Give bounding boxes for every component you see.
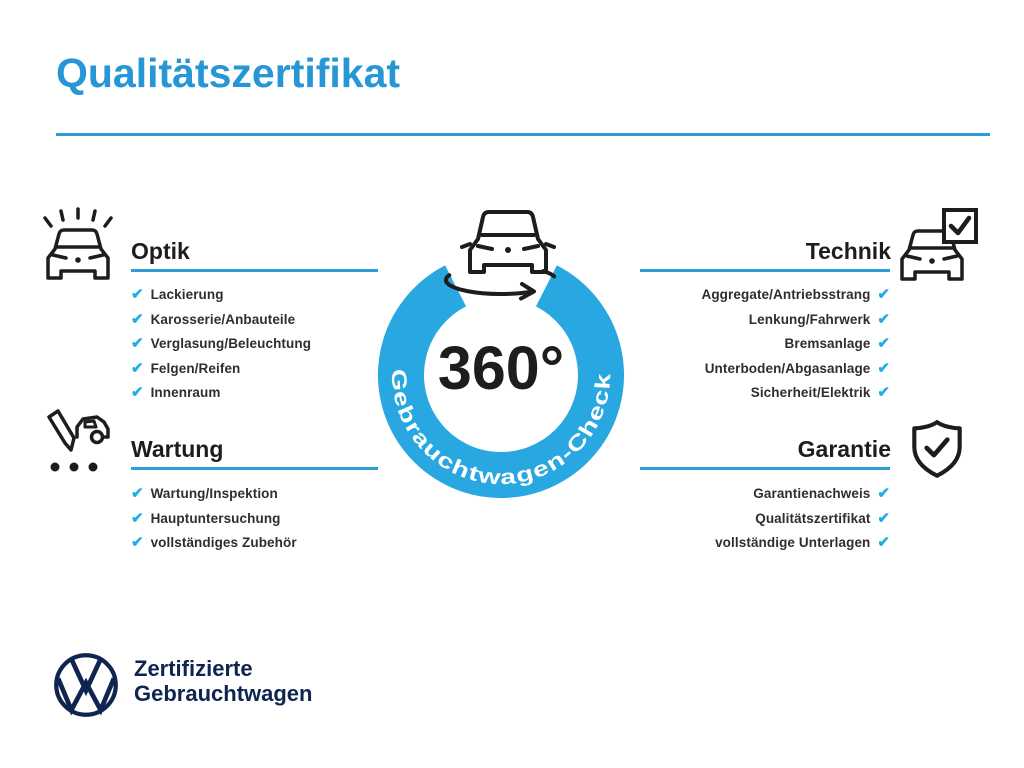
check-icon: ✔ <box>131 509 144 527</box>
checklist-item-label: Hauptuntersuchung <box>150 510 281 526</box>
checklist-item-label: Bremsanlage <box>784 336 871 351</box>
checklist-item-label: vollständiges Zubehör <box>150 535 297 550</box>
checklist-item-label: Felgen/Reifen <box>150 360 241 376</box>
list-item <box>715 533 890 558</box>
car-checkbox-icon <box>898 204 982 292</box>
check-icon: ✔ <box>877 534 890 551</box>
check-icon: ✔ <box>131 534 144 551</box>
checklist-item-label: Innenraum <box>150 385 221 400</box>
footer-line-2: Gebrauchtwagen <box>134 681 313 706</box>
section-title-garantie: Garantie <box>797 436 891 462</box>
list-item <box>705 359 890 384</box>
check-icon: ✔ <box>131 485 144 502</box>
checklist-item-label: Verglasung/Beleuchtung <box>150 336 312 351</box>
footer-line-1: Zertifizierte <box>134 656 253 681</box>
list-item <box>131 334 311 359</box>
checklist-item-label: Lackierung <box>150 287 224 302</box>
list-item <box>131 509 297 534</box>
shield-check-icon <box>908 417 966 483</box>
check-icon: ✔ <box>877 310 890 328</box>
check-icon: ✔ <box>877 485 890 502</box>
degrees-label: 360° <box>437 334 565 402</box>
checklist-optik <box>131 285 311 408</box>
title-divider <box>56 133 990 136</box>
car-rotation-icon <box>446 212 554 299</box>
list-item <box>131 533 297 558</box>
list-item <box>701 285 890 310</box>
list-item <box>131 359 311 384</box>
check-icon: ✔ <box>131 384 144 401</box>
checklist-item-label: Garantienachweis <box>753 486 871 501</box>
checklist-item-label: vollständige Unterlagen <box>715 535 871 550</box>
footer-brand-text <box>134 656 312 706</box>
check-icon: ✔ <box>877 335 890 352</box>
360-badge <box>366 195 636 507</box>
section-divider-wartung <box>131 467 378 470</box>
list-item <box>753 484 890 509</box>
check-icon: ✔ <box>131 335 144 352</box>
list-item <box>131 285 311 310</box>
section-divider-optik <box>131 269 378 272</box>
checklist-item-label: Qualitätszertifikat <box>755 510 871 526</box>
list-item <box>131 484 297 509</box>
checklist-item-label: Karosserie/Anbauteile <box>150 311 296 327</box>
ring-label-text: Gebrauchtwagen-Check <box>386 368 616 490</box>
list-item <box>749 310 890 335</box>
checklist-item-label: Lenkung/Fahrwerk <box>748 311 871 327</box>
list-item <box>755 509 890 534</box>
check-icon: ✔ <box>877 384 890 401</box>
section-title-optik: Optik <box>131 238 190 264</box>
pencil-car-icon <box>40 403 116 479</box>
checklist-item-label: Wartung/Inspektion <box>150 486 278 501</box>
check-icon: ✔ <box>877 359 890 377</box>
checklist-technik <box>701 285 890 408</box>
check-icon: ✔ <box>131 310 144 328</box>
list-item <box>785 334 890 359</box>
check-icon: ✔ <box>131 359 144 377</box>
checklist-garantie <box>715 484 890 558</box>
check-icon: ✔ <box>877 509 890 527</box>
section-title-technik: Technik <box>805 238 891 264</box>
checklist-item-label: Sicherheit/Elektrik <box>750 385 871 400</box>
checklist-item-label: Unterboden/Abgasanlage <box>704 360 871 376</box>
checklist-item-label: Aggregate/Antriebsstrang <box>701 287 871 302</box>
check-icon: ✔ <box>131 286 144 303</box>
car-shine-icon <box>41 205 115 281</box>
section-divider-garantie <box>640 467 890 470</box>
checklist-wartung <box>131 484 297 558</box>
list-item <box>131 383 311 408</box>
volkswagen-logo <box>52 651 120 719</box>
section-divider-technik <box>640 269 890 272</box>
list-item <box>751 383 890 408</box>
check-icon: ✔ <box>877 286 890 303</box>
section-title-wartung: Wartung <box>131 436 224 462</box>
list-item <box>131 310 311 335</box>
page-title: Qualitätszertifikat <box>56 50 401 96</box>
